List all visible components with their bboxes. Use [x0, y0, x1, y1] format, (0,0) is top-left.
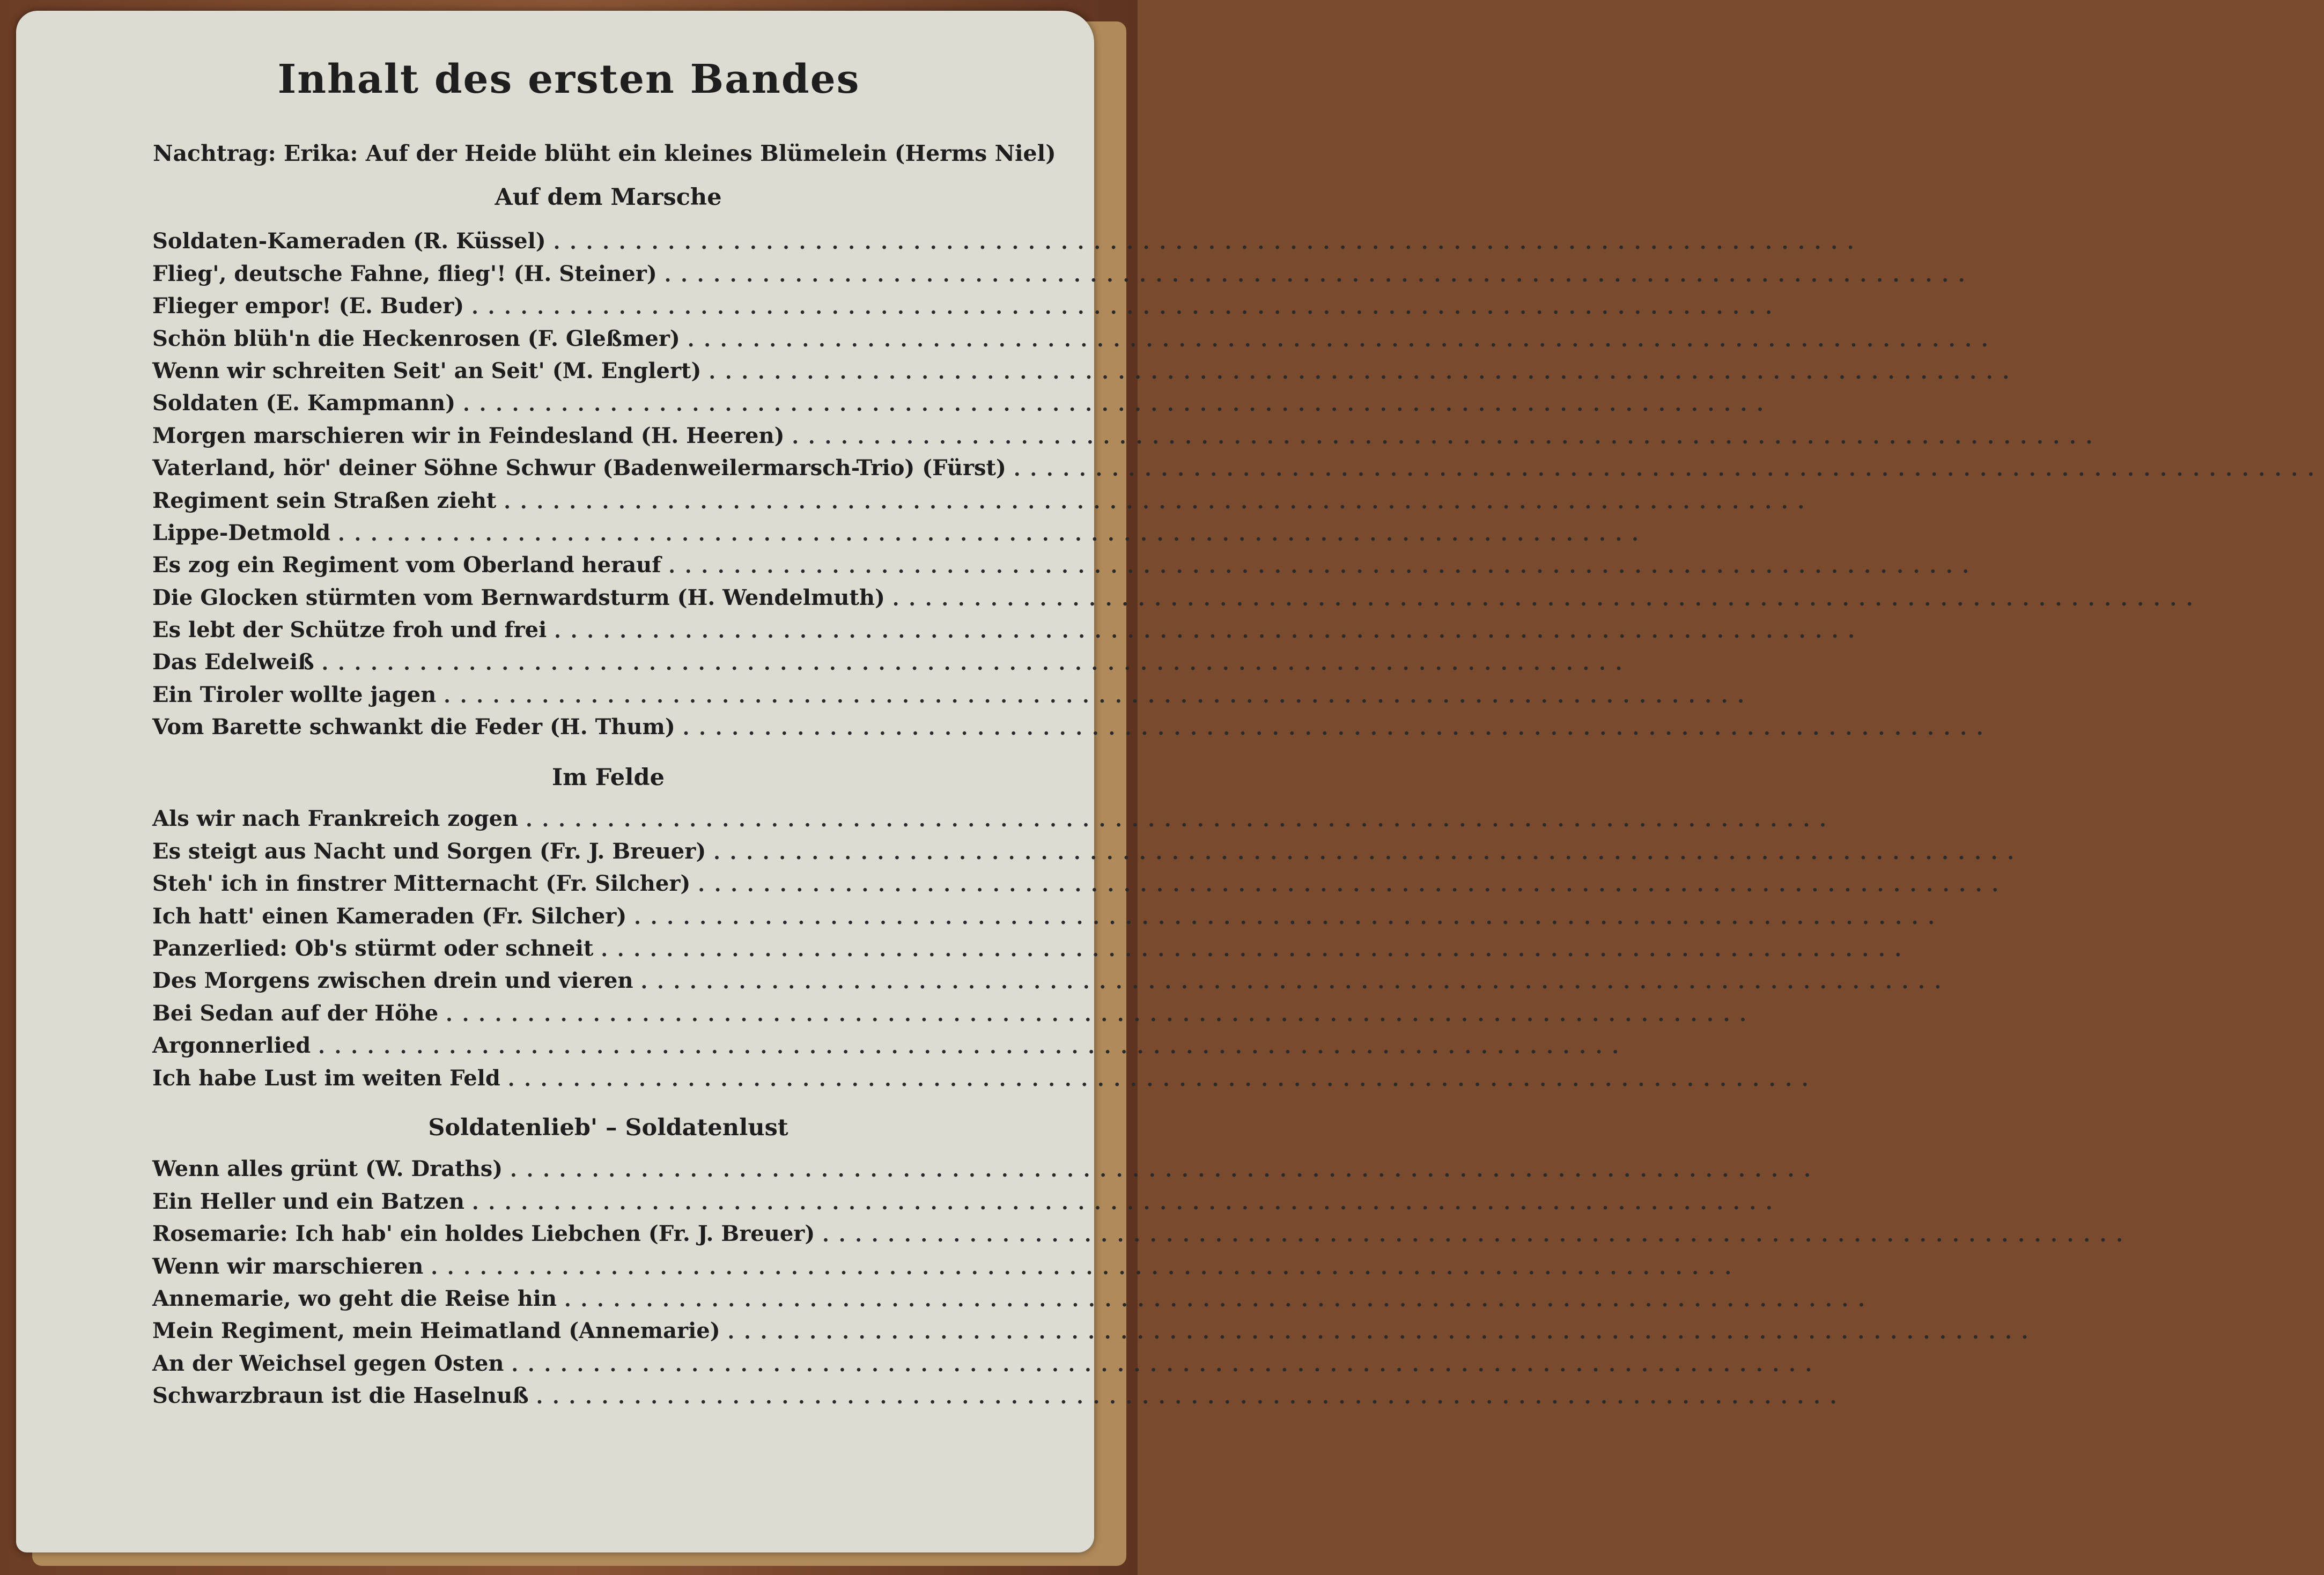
- dot-leader: ................................................................................: [536, 1386, 1847, 1409]
- dot-leader: ................................................................................: [709, 360, 2019, 383]
- list-item: [152, 479, 1814, 513]
- song-title: Soldaten (E. Kampmann): [152, 390, 456, 416]
- dot-leader: ................................................................................: [511, 1353, 1822, 1376]
- list-item: [152, 1277, 1875, 1311]
- list-item: [152, 797, 1836, 832]
- song-title: Die Glocken stürmten vom Bernwardsturm (H. Wendelmuth): [152, 585, 885, 610]
- page-title: Inhalt des ersten Bandes: [277, 56, 860, 102]
- dot-leader: ................................................................................: [510, 1159, 1820, 1182]
- song-title: Wenn wir marschieren: [152, 1253, 424, 1279]
- list-item: [152, 959, 1951, 994]
- list-item: [152, 894, 1944, 929]
- list-item: [152, 992, 1756, 1026]
- list-item: [152, 1148, 1820, 1182]
- list-item: [152, 673, 1754, 707]
- section-heading-felde: Im Felde: [552, 764, 665, 791]
- song-title: Rosemarie: Ich hab' ein holdes Liebchen (Fr. J. Breuer): [152, 1221, 815, 1247]
- list-item: [152, 1245, 1742, 1279]
- song-title: Flieg', deutsche Fahne, flieg'! (H. Steiner): [152, 261, 657, 286]
- list-item: [152, 1374, 1847, 1409]
- song-title: Ich habe Lust im weiten Feld: [152, 1065, 500, 1091]
- song-title: Wenn alles grünt (W. Draths): [152, 1156, 503, 1182]
- song-title: Vaterland, hör' deiner Söhne Schwur (Badenweilermarsch-Trio) (Fürst): [152, 455, 1006, 481]
- dot-leader: ................................................................................: [564, 1288, 1875, 1311]
- list-item: [152, 544, 1979, 578]
- dot-leader: ................................................................................: [682, 717, 1993, 740]
- song-title: Es zog ein Regiment vom Oberland herauf: [152, 552, 661, 578]
- song-title: Als wir nach Frankreich zogen: [152, 806, 519, 832]
- list-item: [152, 862, 2008, 897]
- list-item: [152, 414, 2102, 448]
- dot-leader: ................................................................................: [444, 684, 1754, 707]
- song-title: Ein Tiroler wollte jagen: [152, 682, 437, 707]
- addendum-note: Nachtrag: Erika: Auf der Heide blüht ein kleines Blümelein (Herms Niel): [153, 141, 1056, 166]
- song-title: Argonnerlied: [152, 1033, 311, 1059]
- song-title: Schön blüh'n die Heckenrosen (F. Gleßmer): [152, 326, 680, 351]
- list-item: [152, 927, 1912, 961]
- list-item: [152, 576, 2203, 610]
- section-list-soldatenlust: [152, 1148, 2133, 1409]
- list-item: [152, 512, 1648, 545]
- song-title: Schwarzbraun ist die Haselnuß: [152, 1383, 529, 1409]
- song-title: Wenn wir schreiten Seit' an Seit' (M. Englert): [152, 358, 702, 383]
- section-list-marsche: [152, 220, 2324, 740]
- song-title: Ein Heller und ein Batzen: [152, 1188, 464, 1214]
- song-title: Es lebt der Schütze froh und frei: [152, 617, 547, 643]
- dot-leader: ................................................................................: [463, 393, 1773, 416]
- dot-leader: ................................................................................: [526, 809, 1836, 832]
- dot-leader: ................................................................................: [318, 1036, 1628, 1059]
- dot-leader: ................................................................................: [471, 296, 1782, 319]
- dot-leader: ................................................................................: [471, 1191, 1782, 1214]
- song-title: An der Weichsel gegen Osten: [152, 1350, 504, 1376]
- song-title: Ich hatt' einen Kameraden (Fr. Silcher): [152, 903, 627, 929]
- song-title: Soldaten-Kameraden (R. Küssel): [152, 228, 546, 254]
- list-item: [152, 1056, 1818, 1091]
- list-item: [152, 706, 1993, 740]
- list-item: [152, 447, 2324, 481]
- dot-leader: ................................................................................: [822, 1224, 2133, 1247]
- dot-leader: ................................................................................: [668, 555, 1979, 578]
- list-item: [152, 350, 2019, 383]
- song-title: Morgen marschieren wir in Feindesland (H. Heeren): [152, 423, 785, 448]
- dot-leader: ................................................................................: [446, 1003, 1756, 1026]
- list-item: [152, 382, 1773, 416]
- section-list-felde: [152, 797, 2024, 1091]
- dot-leader: ................................................................................: [504, 490, 1814, 513]
- list-item: [152, 1180, 1782, 1214]
- dot-leader: ................................................................................: [1013, 458, 2324, 481]
- dot-leader: ................................................................................: [892, 587, 2203, 610]
- song-title: Des Morgens zwischen drein und vieren: [152, 968, 633, 994]
- list-item: [152, 830, 2024, 864]
- dot-leader: ................................................................................: [553, 231, 1864, 254]
- dot-leader: ................................................................................: [338, 522, 1648, 545]
- dot-leader: ................................................................................: [601, 938, 1912, 961]
- song-title: Steh' ich in finstrer Mitternacht (Fr. Silcher): [152, 871, 691, 897]
- song-title: Regiment sein Straßen zieht: [152, 487, 497, 513]
- section-heading-soldatenlust: Soldatenlieb' – Soldatenlust: [428, 1114, 788, 1141]
- dot-leader: ................................................................................: [640, 971, 1951, 994]
- list-item: [152, 1212, 2133, 1247]
- song-title: Panzerlied: Ob's stürmt oder schneit: [152, 935, 594, 961]
- list-item: [152, 220, 1864, 254]
- list-item: [152, 1024, 1628, 1059]
- dot-leader: ................................................................................: [634, 906, 1944, 929]
- song-title: Vom Barette schwankt die Feder (H. Thum): [152, 714, 675, 740]
- dot-leader: ................................................................................: [698, 874, 2008, 897]
- dot-leader: ................................................................................: [321, 652, 1632, 675]
- dot-leader: ................................................................................: [727, 1321, 2038, 1344]
- song-title: Es steigt aus Nacht und Sorgen (Fr. J. Breuer): [152, 838, 706, 864]
- dot-leader: ................................................................................: [792, 425, 2102, 448]
- table-of-contents: [152, 0, 2324, 1575]
- song-title: Annemarie, wo geht die Reise hin: [152, 1285, 557, 1311]
- dot-leader: ................................................................................: [431, 1256, 1742, 1279]
- song-title: Das Edelweiß: [152, 649, 314, 675]
- list-item: [152, 285, 1782, 319]
- dot-leader: ................................................................................: [687, 328, 1998, 351]
- list-item: [152, 317, 1998, 351]
- list-item: [152, 609, 1864, 643]
- song-title: Lippe-Detmold: [152, 520, 331, 545]
- dot-leader: ................................................................................: [664, 263, 1975, 286]
- song-title: Mein Regiment, mein Heimatland (Annemarie): [152, 1318, 720, 1344]
- song-title: Bei Sedan auf der Höhe: [152, 1000, 439, 1026]
- dot-leader: ................................................................................: [507, 1068, 1818, 1091]
- list-item: [152, 1310, 2038, 1344]
- dot-leader: ................................................................................: [713, 841, 2024, 864]
- song-title: Flieger empor! (E. Buder): [152, 293, 464, 319]
- section-heading-marsche: Auf dem Marsche: [495, 184, 722, 211]
- list-item: [152, 641, 1632, 675]
- list-item: [152, 252, 1975, 286]
- dot-leader: ................................................................................: [554, 620, 1864, 643]
- list-item: [152, 1342, 1822, 1376]
